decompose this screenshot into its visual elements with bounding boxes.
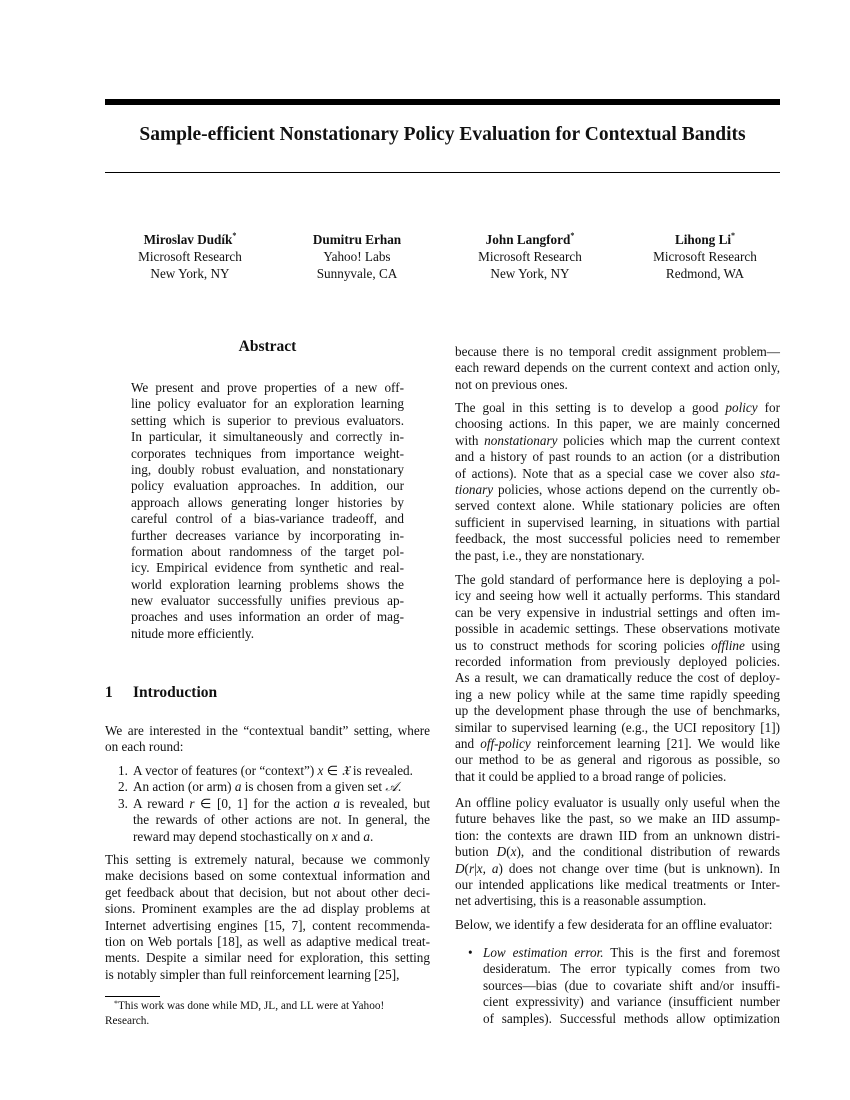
- text-segment: (: [506, 844, 511, 860]
- text-line: [133, 779, 430, 795]
- italic-text: a: [234, 779, 242, 795]
- text-line: An offline policy evaluator is usually only useful when the: [455, 795, 780, 810]
- text-line: sufficient in supervised learning, in situations with partial: [455, 514, 780, 530]
- text-line: ing, doubly robust evaluation, and nonstationary: [131, 461, 404, 477]
- text-line: icy. Empirical evidence from synthetic and real-: [131, 560, 404, 576]
- text-line: [455, 861, 780, 877]
- body-paragraph: [455, 917, 780, 933]
- text-segment: The goal in this setting is to develop a good: [455, 400, 726, 415]
- list-item: [118, 763, 430, 779]
- text-segment: reward may depend stochastically on: [133, 828, 332, 844]
- text-segment: using: [744, 637, 780, 653]
- text-segment: This is the first and foremost: [603, 945, 780, 960]
- text-line: get feedback about that decision, but not about other deci-: [105, 884, 430, 900]
- text-line: and a history of past rounds to an action (or a distribution: [455, 449, 780, 465]
- text-line: approach allows generating longer histories by: [131, 494, 404, 510]
- text-line: is notably simpler than full reinforcement learning [25],: [105, 966, 400, 982]
- text-line: We present and prove properties of a new off-: [131, 380, 404, 395]
- italic-text: sta-: [760, 465, 780, 481]
- text-line: recorded information from previously deployed policies.: [455, 653, 780, 669]
- text-segment: us to construct methods for scoring policies: [455, 637, 712, 653]
- italic-text: nonstationary: [484, 432, 558, 448]
- author-block: [272, 231, 442, 282]
- italic-text: r: [189, 795, 195, 811]
- author-location: New York, NY: [150, 266, 230, 281]
- author-name: [620, 231, 790, 248]
- author-block: [105, 231, 275, 282]
- author-location: Sunnyvale, CA: [316, 266, 398, 281]
- text-line: up the development phase through the use of benchmarks,: [455, 703, 780, 719]
- italic-text: x: [331, 828, 338, 844]
- italic-text: D: [496, 844, 507, 860]
- body-paragraph: [455, 572, 780, 785]
- text-line: Below, we identify a few desiderata for an offline evaluator:: [455, 917, 773, 932]
- text-line: proaches and uses information an order of mag-: [131, 609, 404, 625]
- italic-text: r: [468, 860, 475, 876]
- text-line: [455, 736, 780, 752]
- text-segment: reinforcement learning [21]. We would like: [530, 735, 780, 751]
- text-line: possible in academic settings. These observations motivate: [455, 621, 780, 637]
- author-name-text: Dumitru Erhan: [312, 232, 402, 247]
- italic-text: policy: [725, 400, 758, 415]
- italic-text: offline: [711, 637, 745, 653]
- body-paragraph: [455, 400, 780, 564]
- author-name: [272, 231, 442, 248]
- list-marker: 1.: [118, 763, 128, 778]
- bullet-list: [468, 945, 780, 1027]
- intro-paragraph: [105, 723, 430, 756]
- text-line: of samples). Successful methods allow optimization: [483, 1010, 780, 1026]
- text-segment: ∈ [0, 1] for the action: [194, 795, 334, 811]
- text-segment: policies which map the current context: [557, 432, 780, 448]
- text-segment: .: [369, 828, 374, 844]
- text-segment: is revealed, but: [339, 795, 430, 811]
- text-line: the rewards of other actions are not. In general, the: [133, 812, 430, 828]
- italic-text: x: [510, 844, 517, 860]
- list-item: [118, 795, 430, 845]
- italic-text: 𝔛: [341, 763, 350, 778]
- text-line: ments. Despite a similar need for exploration, this setting: [105, 950, 430, 966]
- text-line: corporates techniques from importance weight-: [131, 445, 404, 461]
- text-line: cient expressivity) and variance (insufficient number: [483, 994, 780, 1010]
- text-line: sions. Prominent examples are the ad display problems at: [105, 901, 430, 917]
- text-line: In particular, it simultaneously and correctly in-: [131, 429, 404, 445]
- footnote-mark: *: [731, 231, 736, 240]
- text-line: future behaves like the past, so we make an IID assump-: [455, 811, 780, 827]
- section-heading: [105, 684, 217, 702]
- text-line: policy evaluation approaches. In addition, our: [131, 478, 404, 494]
- text-line: sources—bias (due to covariate shift and/or insuffi-: [483, 977, 780, 993]
- text-line: desideratum. The error typically comes from two: [483, 961, 780, 977]
- author-affiliation: Microsoft Research: [653, 249, 757, 264]
- italic-text: x, a: [476, 860, 499, 876]
- text-line: not on previous ones.: [455, 376, 568, 392]
- list-marker: 2.: [118, 779, 128, 795]
- text-line: setting which is superior to previous evaluators.: [131, 412, 404, 428]
- text-line: [455, 433, 780, 449]
- italic-text: a: [333, 795, 340, 811]
- text-line: ing a new policy while at the same time rapidly speeding: [455, 686, 780, 702]
- author-name: [445, 231, 615, 248]
- text-line: make decisions based on some contextual information and: [105, 868, 430, 884]
- italic-text: 𝒜: [385, 779, 398, 795]
- text-line: This setting is extremely natural, because we commonly: [105, 852, 430, 867]
- text-segment: of actions). Note that as a special case we cover also: [455, 465, 761, 481]
- footnote-rule: [105, 996, 160, 997]
- text-line: world exploration learning problems shows the: [131, 576, 404, 592]
- footnote: [105, 999, 430, 1029]
- text-line: that it could be applied to a broad range of policies.: [455, 768, 727, 784]
- text-segment: A vector of features (or “context”): [133, 763, 318, 778]
- text-line: similar to supervised learning (e.g., the UCI repository [1]): [455, 719, 780, 735]
- author-block: [620, 231, 790, 282]
- italic-text: Low estimation error.: [483, 945, 604, 960]
- text-line: on each round:: [105, 739, 184, 755]
- text-line: our method to be as general and rigorous as possible, so: [455, 752, 780, 768]
- italic-text: x: [317, 763, 324, 778]
- text-line: our intended applications like medical treatments or Inter-: [455, 876, 780, 892]
- text-line: [133, 763, 430, 779]
- list-item: [118, 779, 430, 795]
- text-line: [455, 482, 780, 498]
- text-line: careful control of a bias-variance tradeoff, and: [131, 511, 404, 527]
- text-line: the past, i.e., they are nonstationary.: [455, 547, 645, 563]
- author-name-text: Lihong Li: [674, 232, 732, 247]
- abstract-body: [131, 380, 404, 642]
- body-paragraph: [455, 795, 780, 910]
- text-line: because there is no temporal credit assignment problem—: [455, 344, 780, 359]
- text-line: [455, 400, 780, 416]
- body-paragraph: [455, 344, 780, 393]
- author-affiliation: Microsoft Research: [138, 249, 242, 264]
- text-line: Internet advertising engines [15, 7], content recommenda-: [105, 917, 430, 933]
- text-segment: An action (or arm): [133, 779, 235, 795]
- italic-text: tionary: [455, 481, 494, 497]
- abstract-heading: Abstract: [238, 338, 297, 355]
- text-segment: bution: [455, 844, 497, 860]
- text-line: [455, 638, 780, 654]
- footnote-text: Research.: [105, 1015, 150, 1027]
- text-line: tion: the contexts are drawn IID from an unknown distri-: [455, 827, 780, 843]
- text-segment: and: [337, 828, 364, 844]
- text-line: [455, 466, 780, 482]
- numbered-list: [118, 763, 430, 845]
- text-line: The gold standard of performance here is deploying a pol-: [455, 572, 780, 587]
- author-location: Redmond, WA: [665, 266, 745, 281]
- text-segment: with: [455, 432, 485, 448]
- text-line: each reward depends on the current context and action only,: [455, 360, 780, 376]
- text-line: [455, 844, 780, 860]
- text-line: formation about randomness of the target pol-: [131, 543, 404, 559]
- text-segment: |: [474, 860, 477, 876]
- bullet-item: [468, 945, 780, 1027]
- text-line: served context alone. While stationary policies are often: [455, 498, 780, 514]
- italic-text: D: [455, 860, 465, 876]
- author-affiliation: Yahoo! Labs: [323, 249, 391, 264]
- author-location: New York, NY: [490, 266, 570, 281]
- text-line: nitude more efficiently.: [131, 625, 255, 641]
- footnote-mark: *: [232, 231, 237, 240]
- text-line: net advertising, this is a reasonable assumption.: [455, 893, 707, 909]
- text-line: As a result, we can dramatically reduce the cost of deploy-: [455, 670, 780, 686]
- section-number: 1: [105, 684, 113, 701]
- body-paragraph: [105, 852, 430, 983]
- paper-title: Sample-efficient Nonstationary Policy Evaluation for Contextual Bandits: [139, 124, 746, 145]
- title-rule-bottom: [105, 172, 780, 173]
- text-segment: is revealed.: [349, 763, 413, 778]
- text-segment: is chosen from a given set: [241, 779, 386, 795]
- author-block: [445, 231, 615, 282]
- text-line: [133, 829, 430, 845]
- text-line: We are interested in the “contextual bandit” setting, where: [105, 723, 430, 738]
- text-segment: .: [397, 779, 402, 795]
- text-line: feedback, the most successful policies need to remember: [455, 531, 780, 547]
- author-name-text: John Langford: [485, 232, 571, 247]
- text-segment: ), and the conditional distribution of rewards: [516, 844, 780, 860]
- list-marker: 3.: [118, 795, 128, 811]
- text-line: further decreases variance by incorporating in-: [131, 527, 404, 543]
- text-segment: (: [464, 860, 469, 876]
- text-segment: for: [757, 400, 780, 415]
- bullet-icon: •: [468, 945, 473, 960]
- text-segment: A reward: [133, 795, 190, 811]
- section-title: Introduction: [133, 684, 218, 701]
- text-line: [133, 796, 430, 812]
- italic-text: a: [363, 828, 370, 844]
- text-line: tion on Web portals [18], as well as adaptive medical treat-: [105, 933, 430, 949]
- text-line: [483, 945, 780, 961]
- text-line: line policy evaluator for an exploration learning: [131, 396, 404, 412]
- text-segment: policies, whose actions depend on the currently ob-: [493, 481, 780, 497]
- text-line: choosing actions. In this paper, we are mainly concerned: [455, 416, 780, 432]
- text-segment: ∈: [323, 763, 342, 778]
- author-name-text: Miroslav Dudík: [143, 232, 233, 247]
- author-name: [105, 231, 275, 248]
- text-segment: ) does not change over time (but is unknown). In: [498, 860, 780, 876]
- footnote-mark: *: [114, 999, 118, 1008]
- italic-text: off-policy: [480, 735, 531, 751]
- author-affiliation: Microsoft Research: [478, 249, 582, 264]
- text-line: icy and seeing how well it actually performs. This standard: [455, 588, 780, 604]
- footnote-text: This work was done while MD, JL, and LL were at Yahoo!: [118, 1000, 385, 1012]
- text-line: new evaluator successfully unifies previous ap-: [131, 593, 404, 609]
- title-rule-top: [105, 99, 780, 105]
- text-segment: and: [455, 735, 481, 751]
- text-line: can be very expensive in industrial settings and often im-: [455, 604, 780, 620]
- footnote-mark: *: [570, 231, 575, 240]
